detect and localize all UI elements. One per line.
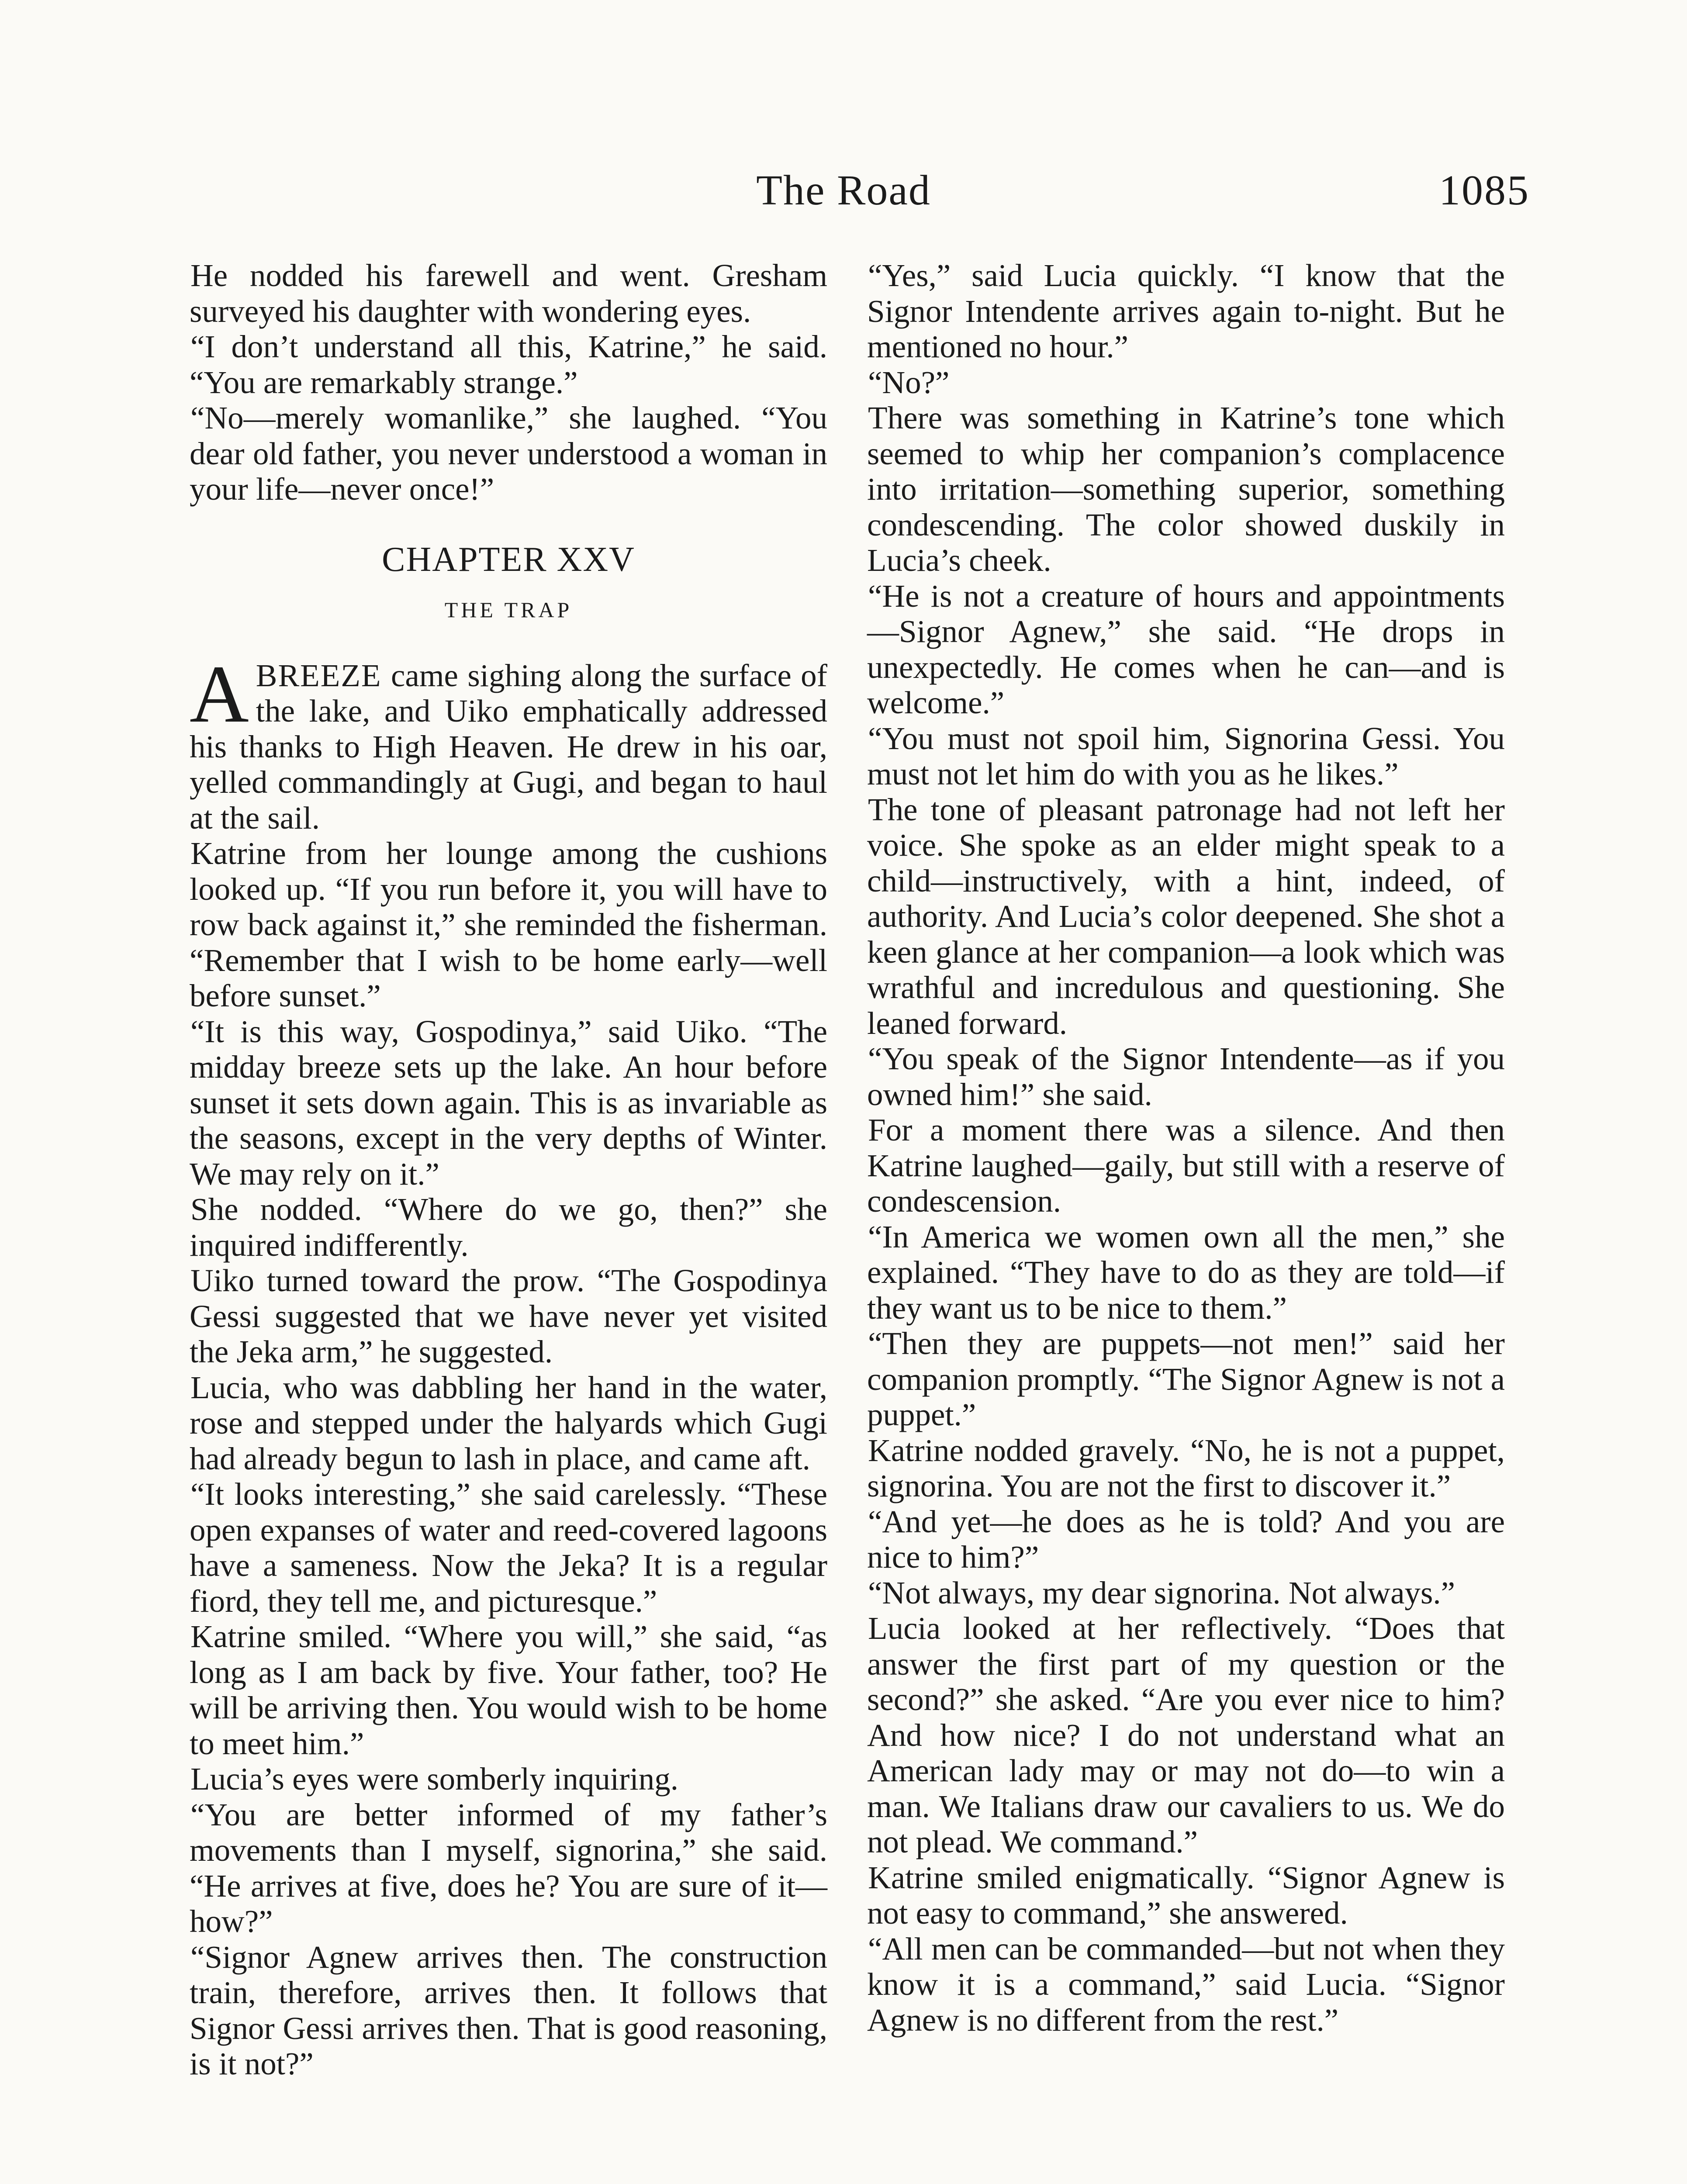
- paragraph: Uiko turned toward the prow. “The Gospodinya Gessi suggested that we have never yet visited the Jeka arm,” he suggested.: [190, 1263, 827, 1369]
- paragraph: “Not always, my dear signorina. Not always.”: [868, 1575, 1455, 1610]
- paragraph: The tone of pleasant patronage had not left her voice. She spoke as an elder might speak to a child—instructively, with a hint, indeed, of authority. And Lucia’s color deepened. She shot a keen glance at her companion—a look which was wrathful and incredulous and questioning. She leaned forward.: [867, 791, 1505, 1041]
- paragraph: “I don’t understand all this, Katrine,” he said. “You are remarkably strange.”: [190, 329, 827, 400]
- paragraph: Katrine from her lounge among the cushions looked up. “If you run before it, you will have to row back against it,” she reminded the fisherman. “Remember that I wish to be home early—well before sunset.”: [190, 836, 827, 1013]
- chapter-title: CHAPTER XXV: [382, 540, 635, 579]
- paragraph: There was something in Katrine’s tone which seemed to whip her companion’s complacence into irritation—something superior, something condescending. The color showed duskily in Lucia’s cheek.: [867, 400, 1505, 578]
- running-head: [0, 166, 1687, 227]
- paragraph: “Then they are puppets—not men!” said her companion promptly. “The Signor Agnew is not a puppet.”: [867, 1326, 1505, 1432]
- left-column: [190, 258, 827, 2082]
- paragraph: “It is this way, Gospodinya,” said Uiko. “The midday breeze sets up the lake. An hour before sunset it sets down again. This is as invariable as the seasons, except in the very depths of Winter. We may rely on it.”: [190, 1013, 827, 1192]
- paragraph: “Yes,” said Lucia quickly. “I know that the Signor Intendente arrives again to-night. But he mentioned no hour.”: [867, 258, 1505, 364]
- paragraph: “No?”: [868, 364, 950, 400]
- right-column: [867, 258, 1505, 2038]
- opening-text: came sighing along the surface of the lake, and Uiko emphatically addressed his thanks to High Heaven. He drew in his oar, yelled commandingly at Gugi, and began to haul at the sail.: [190, 657, 827, 836]
- paragraph: “No—merely womanlike,” she laughed. “You dear old father, you never understood a woman in your life—never once!”: [190, 400, 827, 507]
- paragraph: She nodded. “Where do we go, then?” she inquired indifferently.: [190, 1192, 827, 1263]
- page-number: 1085: [1439, 167, 1530, 214]
- paragraph: “It looks interesting,” she said carelessly. “These open expanses of water and reed-covered lagoons have a sameness. Now the Jeka? It is a regular fiord, they tell me, and picturesque.”: [190, 1476, 827, 1619]
- paragraph: Lucia, who was dabbling her hand in the water, rose and stepped under the halyards which Gugi had already begun to lash in place, and came aft.: [190, 1369, 827, 1476]
- paragraph: He nodded his farewell and went. Gresham surveyed his daughter with wondering eyes.: [190, 258, 827, 329]
- paragraph: “You must not spoil him, Signorina Gessi. You must not let him do with you as he likes.”: [867, 720, 1505, 791]
- paragraph: Katrine smiled. “Where you will,” she said, “as long as I am back by five. Your father, too? He will be arriving then. You would wish to be home to meet him.”: [190, 1619, 827, 1761]
- paragraph: “You are better informed of my father’s movements than I myself, signorina,” she said. “He arrives at five, does he? You are sure of it—how?”: [190, 1797, 827, 1939]
- opening-smallcaps: BREEZE: [256, 657, 382, 693]
- chapter-subtitle: THE TRAP: [444, 597, 573, 622]
- paragraph: “And yet—he does as he is told? And you are nice to him?”: [867, 1503, 1505, 1575]
- paragraph: “All men can be commanded—but not when they know it is a command,” said Lucia. “Signor Agnew is no different from the rest.”: [867, 1931, 1505, 2038]
- paragraph: “You speak of the Signor Intendente—as if you owned him!” she said.: [867, 1041, 1505, 1112]
- paragraph: Katrine smiled enigmatically. “Signor Agnew is not easy to command,” she answered.: [867, 1859, 1505, 1931]
- paragraph: “He is not a creature of hours and appointments—Signor Agnew,” she said. “He drops in unexpectedly. He comes when he can—and is welcome.”: [867, 578, 1505, 720]
- paragraph: Lucia looked at her reflectively. “Does that answer the first part of my question or the second?” she asked. “Are you ever nice to him? And how nice? I do not understand what an American lady may or may not do—to win a man. We Italians draw our cavaliers to us. We do not plead. We command.”: [867, 1610, 1505, 1859]
- paragraph: “In America we women own all the men,” she explained. “They have to do as they are told—if they want us to be nice to them.”: [867, 1219, 1505, 1326]
- drop-cap: A: [190, 648, 249, 740]
- paragraph: Katrine nodded gravely. “No, he is not a puppet, signorina. You are not the first to discover it.”: [867, 1432, 1505, 1503]
- paragraph: “Signor Agnew arrives then. The construction train, therefore, arrives then. It follows that Signor Gessi arrives then. That is good reasoning, is it not?”: [190, 1939, 827, 2081]
- opening-paragraph: [190, 648, 827, 836]
- running-title: The Road: [756, 167, 931, 214]
- paragraph: For a moment there was a silence. And then Katrine laughed—gaily, but still with a reserve of condescension.: [867, 1112, 1505, 1219]
- paragraph: Lucia’s eyes were somberly inquiring.: [190, 1761, 678, 1797]
